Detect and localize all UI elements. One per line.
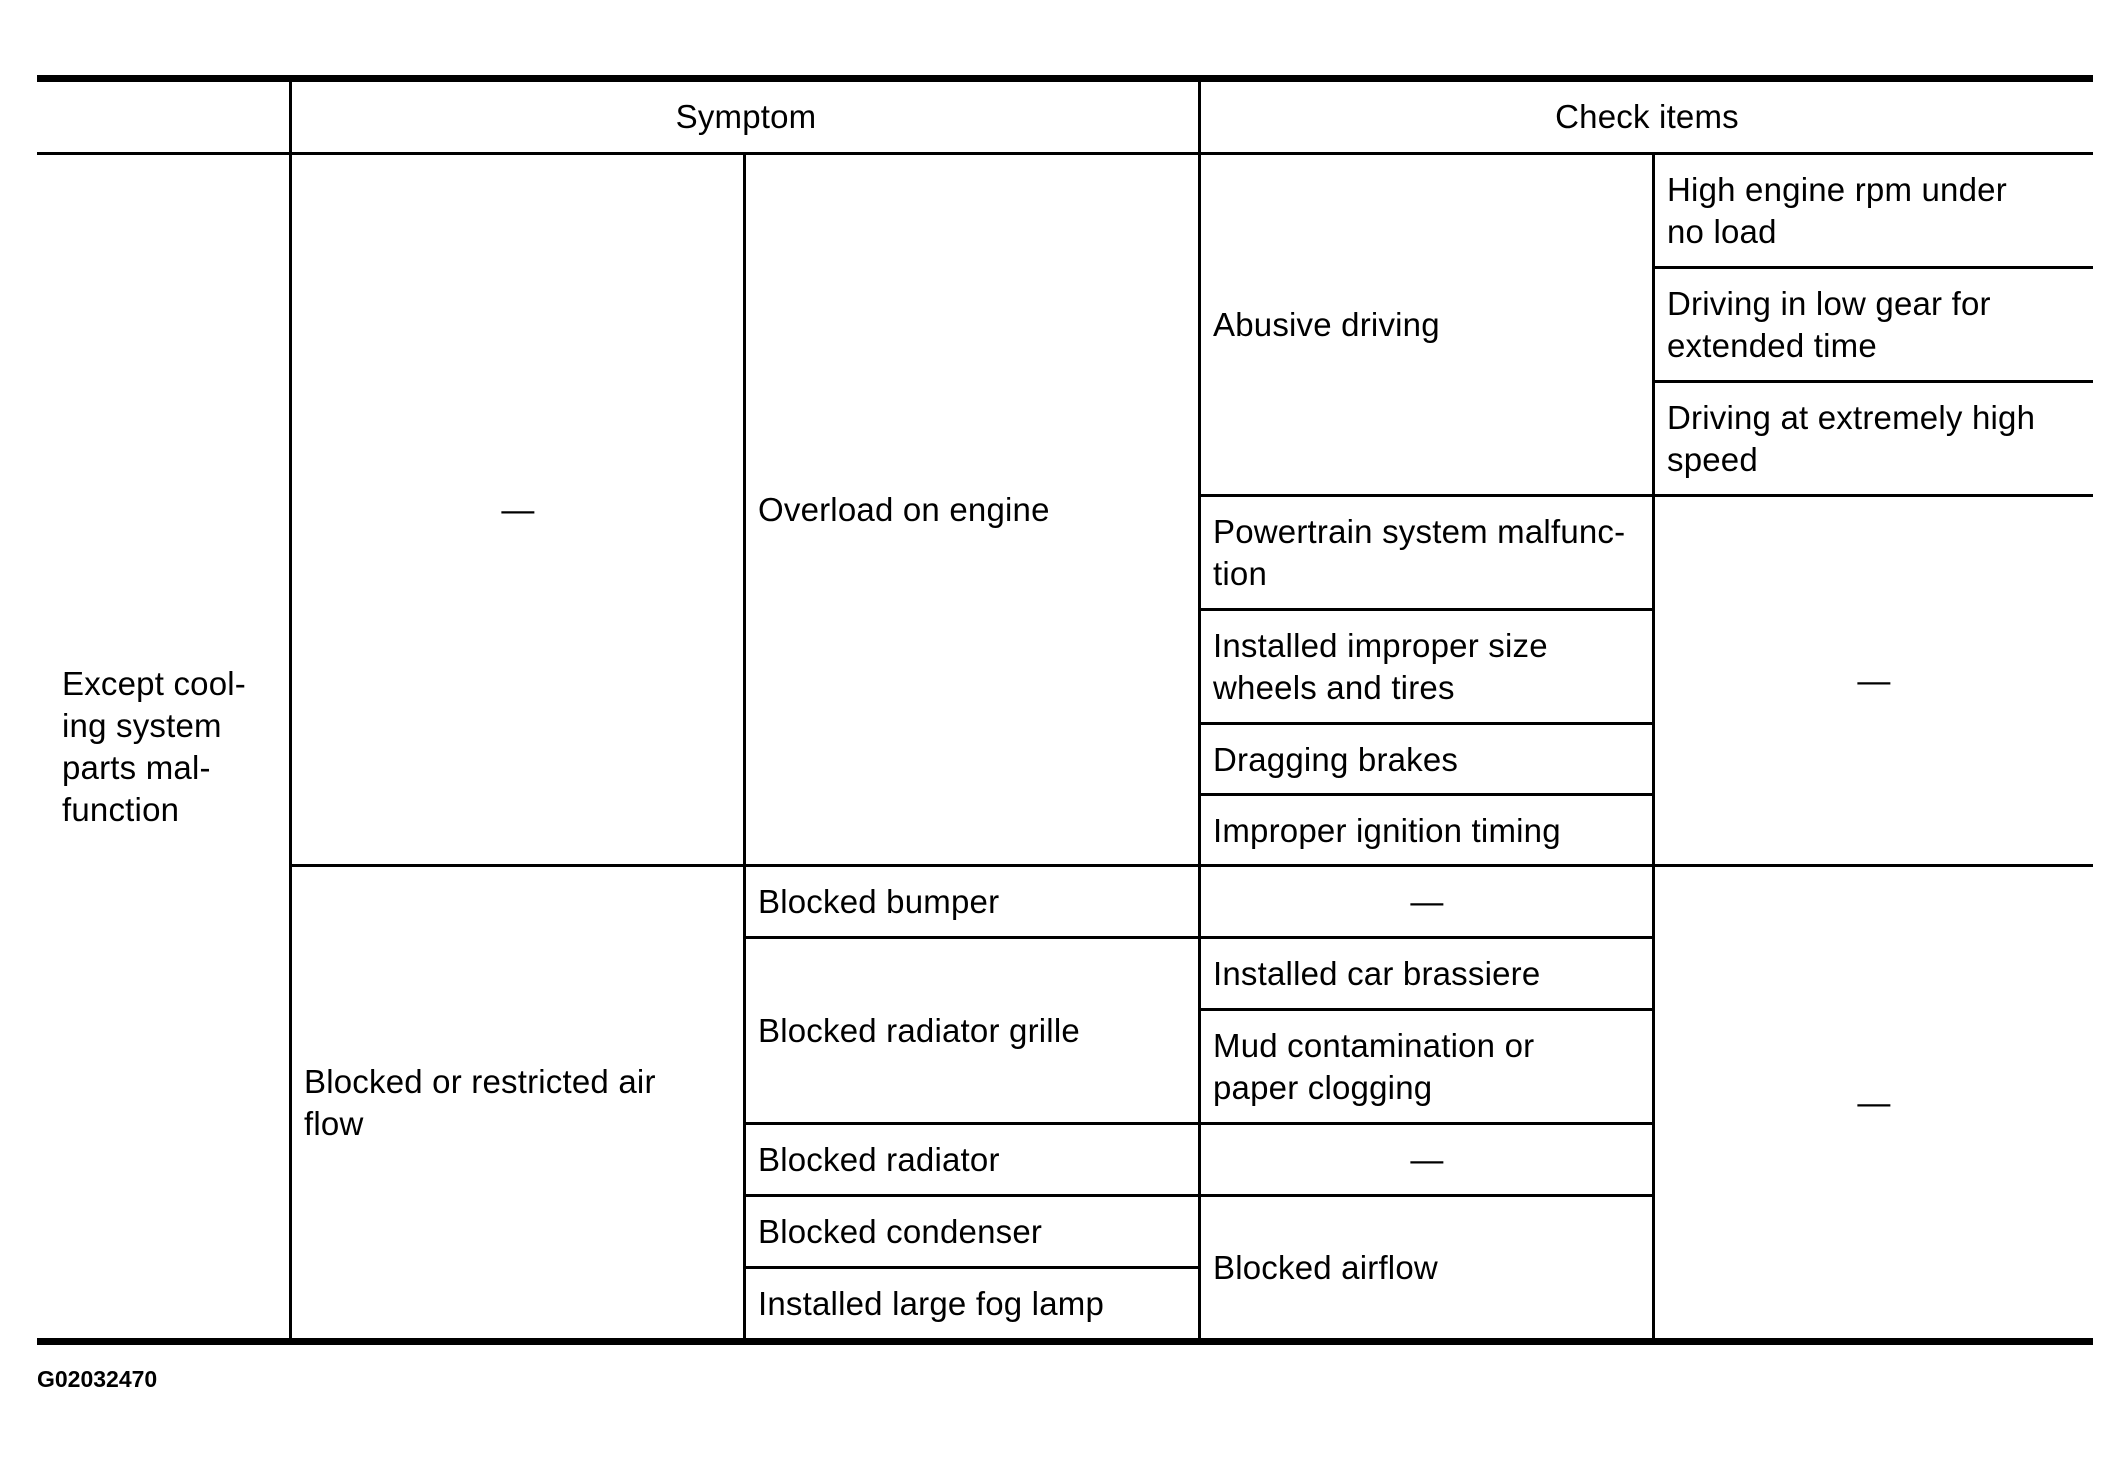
check-subitem-1-label: High engine rpm under no load [1667, 171, 2007, 250]
check-radiator-label: — [1410, 1141, 1444, 1178]
check-group1-other [1655, 497, 2093, 865]
check-subitem-3-label: Driving at extremely high speed [1667, 399, 2036, 478]
check-mud-contamination [1201, 1011, 1653, 1123]
check-group2-other-label: — [1857, 1083, 1891, 1121]
check-powertrain [1201, 497, 1653, 609]
check-wheels [1201, 611, 1653, 723]
hline-radiator [743, 1194, 1655, 1197]
check-brakes-label: Dragging brakes [1213, 740, 1459, 778]
check-radiator [1201, 1125, 1653, 1195]
check-blocked-airflow [1201, 1197, 1653, 1338]
check-group2-other [1655, 867, 2093, 1338]
check-abusive-driving-label: Abusive driving [1213, 306, 1440, 343]
check-powertrain-label: Powertrain system malfunc- tion [1213, 513, 1626, 592]
hline-bumper [743, 936, 1655, 939]
check-mud-contamination-label: Mud contamination or paper clogging [1213, 1027, 1535, 1106]
check-car-brassiere [1201, 939, 1653, 1009]
check-wheels-label: Installed improper size wheels and tires [1213, 627, 1548, 706]
group1-symptom-b-label: Overload on engine [758, 491, 1050, 528]
check-subitem-2 [1655, 269, 2093, 381]
row-blocked-radiator-label: Blocked radiator [758, 1141, 1000, 1178]
table-bottom-rule [37, 1338, 2093, 1345]
row-blocked-condenser [746, 1197, 1198, 1267]
check-subitem-2-label: Driving in low gear for extended time [1667, 285, 1991, 364]
check-bumper-label: — [1410, 883, 1444, 920]
hline-abusive [1198, 494, 2093, 497]
hline-sub2 [1652, 380, 2093, 383]
hline-brakes [1198, 793, 1655, 796]
hline-brassiere [1198, 1008, 1655, 1011]
check-ignition [1201, 796, 1653, 865]
check-subitem-3 [1655, 383, 2093, 495]
hline-wheels [1198, 722, 1655, 725]
check-group1-other-label: — [1857, 662, 1891, 699]
check-brakes [1201, 725, 1653, 794]
row-blocked-radiator [746, 1125, 1198, 1195]
row-blocked-bumper [746, 867, 1198, 937]
group1-symptom-b [746, 155, 1198, 865]
check-subitem-1 [1655, 155, 2093, 267]
hline-header [37, 152, 2093, 155]
row-fog-lamp [746, 1269, 1198, 1338]
row-blocked-grille-label: Blocked radiator grille [758, 1012, 1080, 1049]
category-cell [50, 155, 290, 1338]
group2-symptom-a [292, 867, 744, 1338]
header-symptom-label: Symptom [675, 98, 817, 135]
row-blocked-grille [746, 939, 1198, 1123]
vline-col2 [743, 152, 746, 1338]
hline-grille [743, 1122, 1655, 1125]
category-label: Except cool- ing system parts mal- function [62, 664, 246, 828]
group1-symptom-a [292, 155, 744, 865]
figure-code: G02032470 [37, 1366, 158, 1392]
table-top-rule [37, 75, 2093, 82]
hline-condenser [743, 1266, 1200, 1269]
header-check-items-label: Check items [1555, 98, 1739, 135]
header-symptom [292, 82, 1200, 152]
row-blocked-bumper-label: Blocked bumper [758, 883, 1000, 920]
vline-col3 [1198, 82, 1201, 1338]
header-check-items [1201, 82, 2093, 152]
hline-sub1 [1652, 266, 2093, 269]
check-car-brassiere-label: Installed car brassiere [1213, 955, 1541, 992]
vline-col4 [1652, 152, 1655, 1338]
check-abusive-driving [1201, 155, 1653, 495]
group1-symptom-a-label: — [501, 491, 535, 528]
row-blocked-condenser-label: Blocked condenser [758, 1213, 1043, 1250]
row-fog-lamp-label: Installed large fog lamp [758, 1284, 1104, 1322]
check-ignition-label: Improper ignition timing [1213, 811, 1561, 849]
check-blocked-airflow-label: Blocked airflow [1213, 1248, 1438, 1286]
check-bumper [1201, 867, 1653, 937]
hline-powertrain [1198, 608, 1655, 611]
vline-col1 [289, 82, 292, 1338]
hline-group-split [289, 864, 2093, 867]
group2-symptom-a-label: Blocked or restricted air flow [304, 1062, 656, 1142]
